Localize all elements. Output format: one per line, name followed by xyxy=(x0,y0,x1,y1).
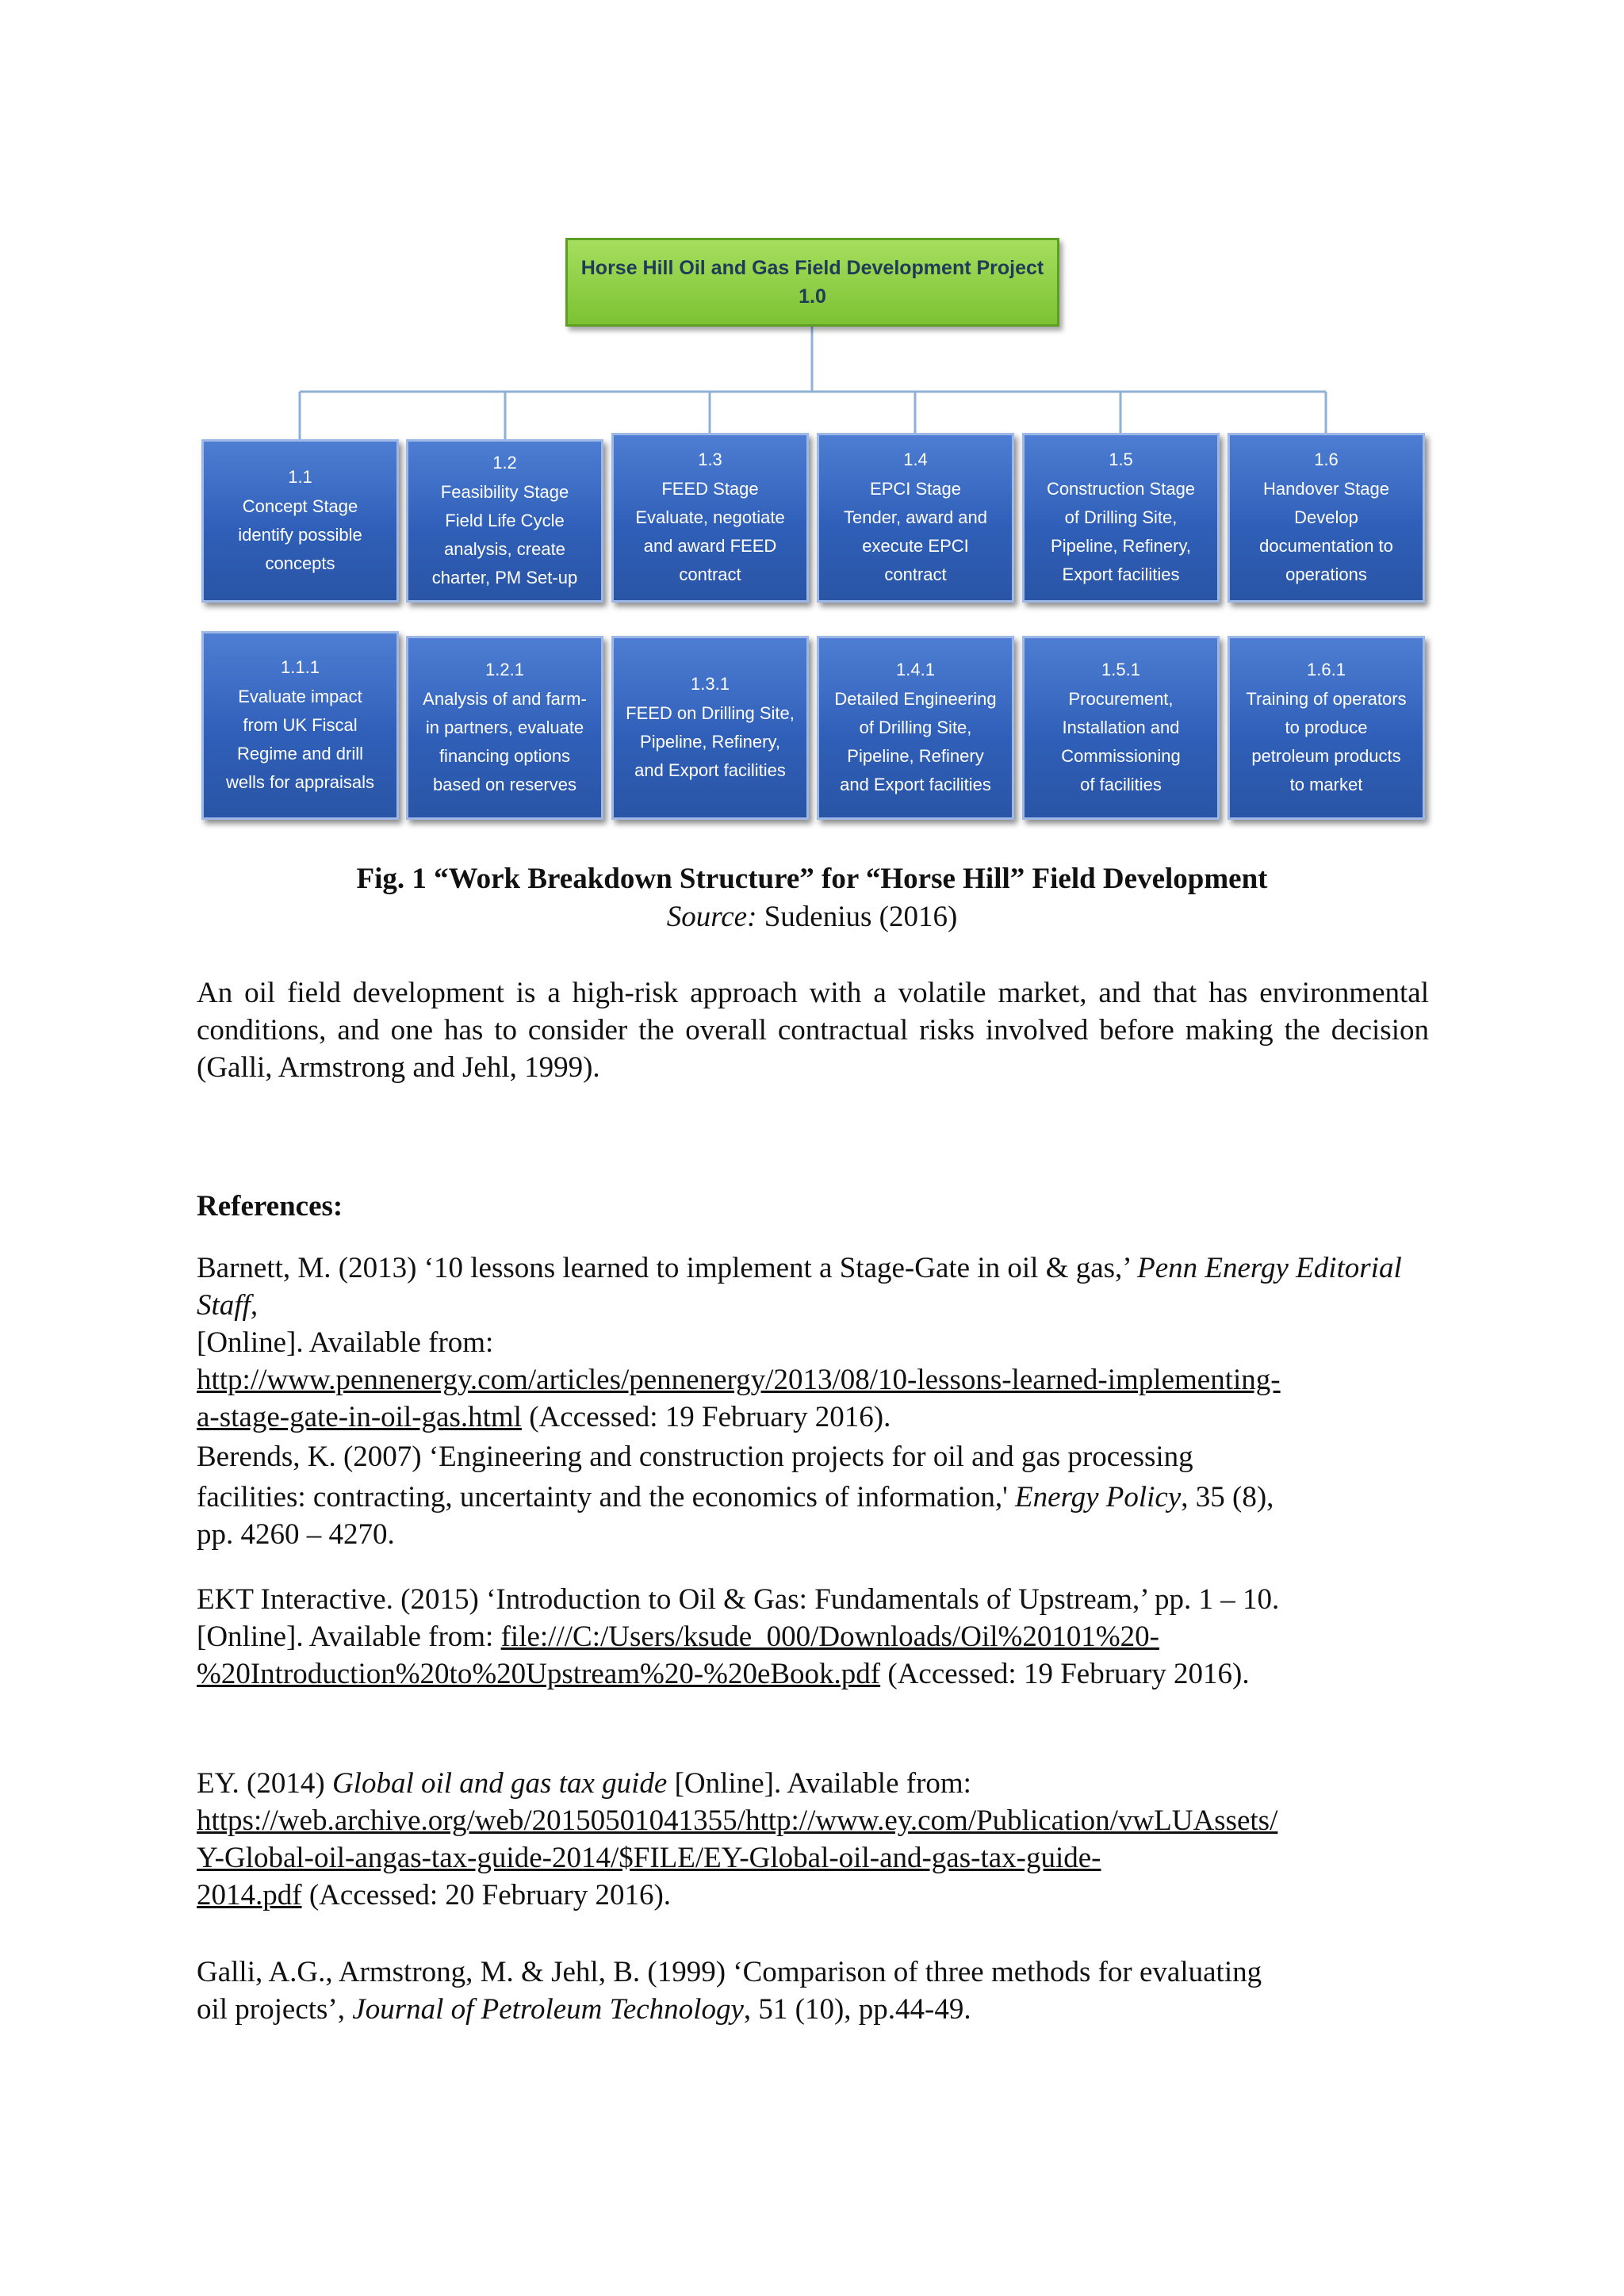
stage-line: execute EPCI xyxy=(862,536,969,557)
source-label: Source: xyxy=(666,901,757,933)
body-paragraph: An oil field development is a high-risk approach with a volatile market, and that has environmental conditions, and one has to consider the overall contractual risks involved before making the decision (Galli, Armstrong and Jehl, 1999). xyxy=(197,977,1429,1084)
reference-text: oil projects’, xyxy=(197,1993,353,2026)
stage-line: Handover Stage xyxy=(1263,478,1389,499)
reference-text: (Accessed: 19 February 2016). xyxy=(521,1401,891,1433)
subtask-line: Training of operators xyxy=(1246,688,1407,709)
stage-number: 1.3 xyxy=(698,450,722,470)
stage-line: documentation to xyxy=(1259,536,1393,557)
reference-text: , 51 (10), pp.44-49. xyxy=(743,1993,971,2026)
subtask-line: Commissioning xyxy=(1061,746,1181,767)
reference-link[interactable]: %20Introduction%20to%20Upstream%20-%20eBook.pdf xyxy=(197,1658,881,1690)
subtask-line: of Drilling Site, xyxy=(859,717,972,737)
wbs-stage-box xyxy=(817,433,1014,603)
wbs-subtask-box xyxy=(201,631,399,820)
wbs-subtask-box xyxy=(1228,636,1425,820)
reference-line xyxy=(197,1655,1450,1693)
stage-line: EPCI Stage xyxy=(870,478,961,499)
wbs-root-box xyxy=(565,238,1059,327)
stage-line: Field Life Cycle xyxy=(445,510,565,530)
reference-text: , 35 (8), xyxy=(1181,1481,1274,1513)
subtask-line: Installation and xyxy=(1062,717,1180,737)
reference-line: Berends, K. (2007) ‘Engineering and construction projects for oil and gas processing xyxy=(197,1441,1193,1473)
reference-link[interactable]: https://web.archive.org/web/20150501041355/http://www.ey.com/Publication/vwLUAssets/ xyxy=(197,1804,1278,1837)
stage-line: Concept Stage xyxy=(242,496,358,516)
wbs-stage-box xyxy=(611,433,809,603)
stage-line: identify possible xyxy=(238,525,362,545)
reference-text: facilities: contracting, uncertainty and the economics of information,' xyxy=(197,1481,1016,1513)
stage-number: 1.4 xyxy=(903,450,928,470)
reference-source: Global oil and gas tax guide xyxy=(331,1767,668,1800)
subtask-line: and Export facilities xyxy=(840,775,991,795)
reference-link[interactable]: http://www.pennenergy.com/articles/pennenergy/2013/08/10-lessons-learned-implementing- xyxy=(197,1364,1281,1396)
stage-line: Develop xyxy=(1294,507,1358,527)
reference-link[interactable]: file:///C:/Users/ksude_000/Downloads/Oil%20101%20- xyxy=(500,1621,1159,1653)
stage-number: 1.1 xyxy=(288,467,312,488)
stage-line: Feasibility Stage xyxy=(440,481,569,502)
subtask-line: Procurement, xyxy=(1068,688,1174,709)
stage-line: Tender, award and xyxy=(843,507,988,527)
reference-line xyxy=(197,1249,1450,1324)
reference-line: pp. 4260 – 4270. xyxy=(197,1518,395,1551)
root-number: 1.0 xyxy=(799,285,826,308)
reference-source: Penn Energy Editorial Staff, xyxy=(197,1252,1402,1322)
reference-line: Galli, A.G., Armstrong, M. & Jehl, B. (1999) ‘Comparison of three methods for evaluating xyxy=(197,1956,1262,1988)
subtask-line: based on reserves xyxy=(433,775,576,795)
subtask-line: in partners, evaluate xyxy=(425,717,584,737)
reference-link[interactable]: a-stage-gate-in-oil-gas.html xyxy=(197,1401,522,1433)
subtask-number: 1.1.1 xyxy=(281,657,320,678)
subtask-line: Evaluate impact xyxy=(238,686,362,706)
stage-line: Construction Stage xyxy=(1046,478,1196,499)
reference-line xyxy=(197,1802,1450,1839)
wbs-subtask-box xyxy=(611,636,809,820)
subtask-line: Analysis of and farm- xyxy=(423,688,587,709)
reference-line xyxy=(197,1361,1450,1399)
subtask-number: 1.5.1 xyxy=(1101,660,1140,680)
reference-line xyxy=(197,1839,1450,1877)
reference-line: EKT Interactive. (2015) ‘Introduction to Oil & Gas: Fundamentals of Upstream,’ pp. 1 – 10. xyxy=(197,1583,1280,1616)
reference-line xyxy=(197,1399,1450,1436)
stage-line: Pipeline, Refinery, xyxy=(1051,536,1191,557)
wbs-stage-box xyxy=(1022,433,1220,603)
stage-line: and award FEED xyxy=(643,536,777,557)
reference-line xyxy=(197,1618,1450,1655)
wbs-subtask-box xyxy=(1022,636,1220,820)
stage-line: concepts xyxy=(265,553,335,574)
source-value: Sudenius (2016) xyxy=(756,901,958,933)
subtask-line: petroleum products xyxy=(1251,746,1401,767)
stage-line: charter, PM Set-up xyxy=(431,568,578,588)
reference-barnett xyxy=(197,1249,1450,1436)
stage-line: Export facilities xyxy=(1062,564,1180,585)
figure-caption: Fig. 1 “Work Breakdown Structure” for “Horse Hill” Field Development xyxy=(356,863,1268,895)
stage-line: analysis, create xyxy=(444,539,565,560)
reference-line xyxy=(197,1991,1450,2028)
subtask-number: 1.4.1 xyxy=(896,660,935,680)
subtask-line: from UK Fiscal xyxy=(243,714,358,735)
reference-text: EY. (2014) xyxy=(197,1767,332,1800)
reference-text: (Accessed: 19 February 2016). xyxy=(880,1658,1250,1690)
reference-berends xyxy=(197,1438,1450,1553)
stage-number: 1.6 xyxy=(1314,450,1339,470)
root-title: Horse Hill Oil and Gas Field Development Project xyxy=(580,256,1044,279)
reference-galli xyxy=(197,1954,1450,2028)
subtask-number: 1.3.1 xyxy=(691,674,730,695)
subtask-number: 1.6.1 xyxy=(1307,660,1346,680)
reference-line xyxy=(197,1479,1450,1516)
subtask-line: Pipeline, Refinery xyxy=(847,746,984,767)
reference-source: Energy Policy xyxy=(1015,1481,1182,1513)
reference-ey xyxy=(197,1765,1450,1914)
subtask-line: and Export facilities xyxy=(634,760,786,781)
subtask-line: to produce xyxy=(1285,717,1368,737)
wbs-subtask-box xyxy=(817,636,1014,820)
stage-line: operations xyxy=(1285,564,1367,585)
subtask-line: Detailed Engineering xyxy=(834,688,997,709)
subtask-line: FEED on Drilling Site, xyxy=(626,702,795,723)
stage-line: contract xyxy=(884,564,947,585)
stage-line: of Drilling Site, xyxy=(1064,507,1178,527)
wbs-diagram xyxy=(197,235,1426,826)
reference-line xyxy=(197,1324,1450,1361)
reference-text: [Online]. Available from: xyxy=(197,1621,501,1653)
wbs-subtask-box xyxy=(406,636,603,820)
subtask-number: 1.2.1 xyxy=(485,660,524,680)
subtask-line: financing options xyxy=(439,746,571,767)
reference-text: [Online]. Available from: xyxy=(197,1326,494,1359)
wbs-stage-box xyxy=(406,439,603,603)
wbs-stage-box xyxy=(201,439,399,603)
figure-source xyxy=(0,900,1624,934)
references-heading: References: xyxy=(197,1190,343,1223)
reference-ekt xyxy=(197,1581,1450,1693)
reference-text: (Accessed: 20 February 2016). xyxy=(301,1879,672,1911)
reference-text: [Online]. Available from: xyxy=(667,1767,971,1800)
stage-number: 1.2 xyxy=(492,453,517,473)
reference-link[interactable]: Y-Global-oil-angas-tax-guide-2014/$FILE/EY-Global-oil-and-gas-tax-guide- xyxy=(197,1842,1101,1874)
reference-line xyxy=(197,1877,1450,1914)
subtask-line: Pipeline, Refinery, xyxy=(640,732,780,752)
subtask-line: to market xyxy=(1289,775,1363,795)
subtask-line: Regime and drill xyxy=(237,744,363,764)
stage-line: FEED Stage xyxy=(661,478,759,499)
subtask-line: of facilities xyxy=(1080,775,1162,795)
stage-number: 1.5 xyxy=(1109,450,1133,470)
reference-link[interactable]: 2014.pdf xyxy=(197,1879,302,1911)
stage-line: contract xyxy=(679,564,741,585)
stage-line: Evaluate, negotiate xyxy=(635,507,785,527)
reference-line xyxy=(197,1765,1450,1802)
subtask-line: wells for appraisals xyxy=(225,772,375,793)
reference-text: Barnett, M. (2013) ‘10 lessons learned to implement a Stage-Gate in oil & gas,’ xyxy=(197,1252,1138,1284)
reference-source: Journal of Petroleum Technology xyxy=(352,1993,744,2026)
wbs-stage-box xyxy=(1228,433,1425,603)
